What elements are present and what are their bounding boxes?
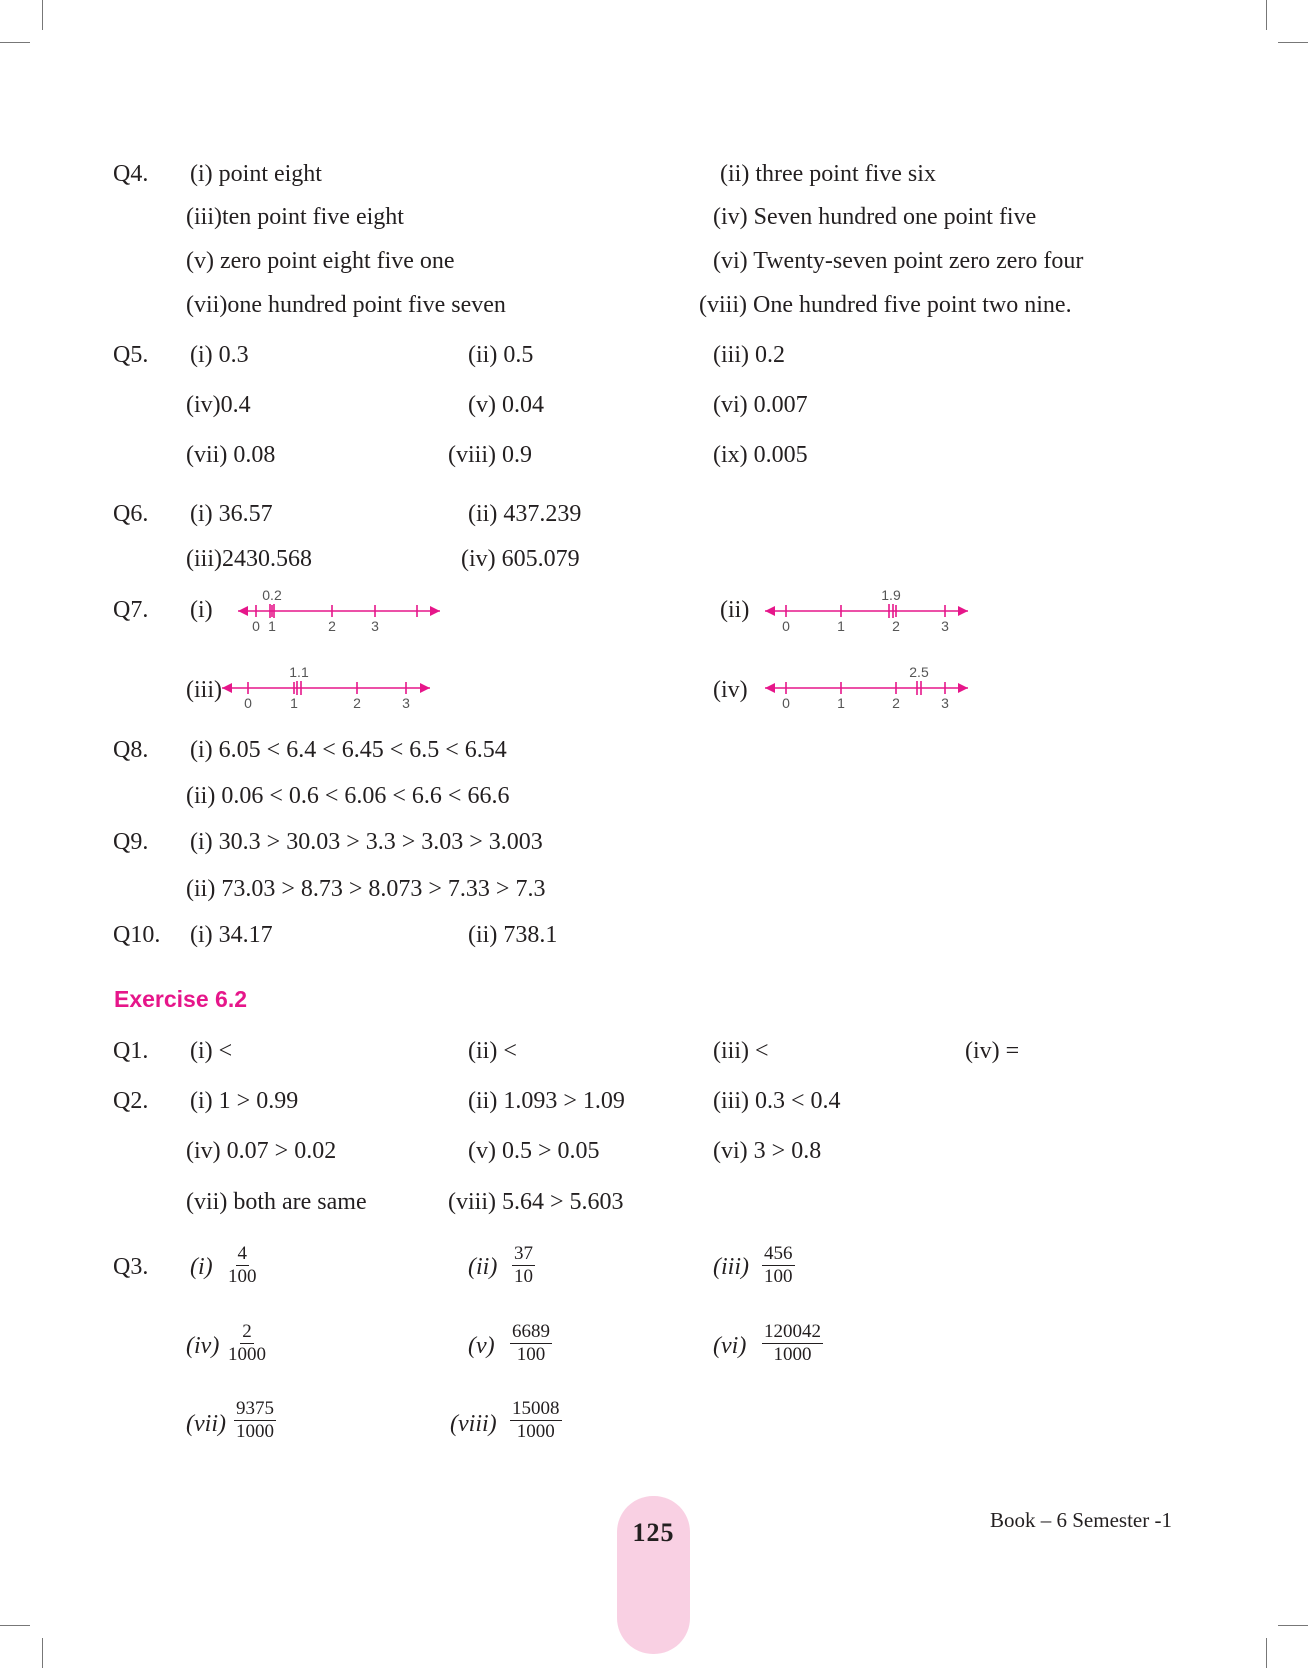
fraction (762, 1243, 795, 1288)
fraction-label: (ii) (468, 1254, 498, 1280)
numerator: 2 (242, 1321, 252, 1342)
question-label: Q10. (113, 922, 161, 948)
answer-item: (iv) 0.07 > 0.02 (186, 1138, 337, 1164)
answer-item: (v) 0.04 (468, 392, 544, 418)
answer-item: (vii) 0.08 (186, 442, 276, 468)
crop-mark (1278, 1625, 1308, 1626)
answer-item: (iii)2430.568 (186, 546, 312, 572)
arrow-right-icon (420, 683, 430, 693)
arrow-left-icon (238, 606, 248, 616)
numerator: 37 (514, 1243, 533, 1264)
answer-item: (i) < (190, 1038, 233, 1064)
denominator: 100 (764, 1266, 793, 1287)
tick-label: 0 (252, 618, 260, 634)
exercise-heading: Exercise 6.2 (114, 986, 248, 1012)
answer-item: (vi) 0.007 (713, 392, 808, 418)
numerator: 120042 (764, 1321, 821, 1342)
tick-label: 3 (402, 695, 410, 711)
question-label: Q7. (113, 597, 149, 623)
answer-item: (ii) 1.093 > 1.09 (468, 1088, 625, 1114)
answer-item: (vi) 3 > 0.8 (713, 1138, 822, 1164)
numerator: 6689 (512, 1321, 550, 1342)
tick-label: 2 (892, 695, 900, 711)
answer-item: (ii) 738.1 (468, 922, 558, 948)
arrow-left-icon (765, 606, 775, 616)
answer-item: (vii) both are same (186, 1189, 367, 1215)
tick-label: 0 (782, 618, 790, 634)
fraction (226, 1243, 259, 1288)
tick-label: 2 (892, 618, 900, 634)
fraction (762, 1321, 823, 1366)
tick-label: 0 (782, 695, 790, 711)
answer-item: (iv) = (965, 1038, 1020, 1064)
question-label: Q4. (113, 161, 149, 187)
numerator: 15008 (512, 1398, 560, 1419)
answer-item: (viii) 5.64 > 5.603 (448, 1189, 624, 1215)
part-label: (iv) (713, 677, 748, 703)
answer-item: (i) 1 > 0.99 (190, 1088, 299, 1114)
fraction-label: (v) (468, 1333, 495, 1359)
denominator: 10 (514, 1266, 533, 1287)
part-label: (i) (190, 597, 213, 623)
tick-label: 1 (290, 695, 298, 711)
fraction-label: (vii) (186, 1411, 226, 1437)
numerator: 9375 (236, 1398, 274, 1419)
tick-label: 1 (837, 695, 845, 711)
answer-item: (iii) < (713, 1038, 769, 1064)
tick-label: 2 (328, 618, 336, 634)
answer-item: (iii)ten point five eight (186, 204, 404, 230)
crop-mark (1266, 0, 1267, 30)
marked-point-label: 0.2 (262, 587, 282, 603)
fraction-label: (i) (190, 1254, 213, 1280)
part-label: (iii) (186, 677, 222, 703)
answer-item: (v) zero point eight five one (186, 248, 455, 274)
denominator: 1000 (228, 1344, 266, 1365)
denominator: 1000 (236, 1421, 274, 1442)
numerator: 4 (237, 1243, 247, 1264)
fraction-label: (iii) (713, 1254, 749, 1280)
answer-item: (i) 30.3 > 30.03 > 3.3 > 3.03 > 3.003 (190, 829, 543, 855)
denominator: 1000 (773, 1344, 812, 1365)
answer-item: (vi) Twenty-seven point zero zero four (713, 248, 1084, 274)
crop-mark (0, 1625, 30, 1626)
tick-label: 1 (837, 618, 845, 634)
tick-label: 2 (353, 695, 361, 711)
answer-item: (i) 0.3 (190, 342, 249, 368)
page-number: 125 (632, 1518, 675, 1547)
answer-item: (viii) One hundred five point two nine. (699, 292, 1072, 318)
crop-mark (1266, 1638, 1267, 1668)
answer-item: (ii) < (468, 1038, 517, 1064)
answer-item: (viii) 0.9 (448, 442, 532, 468)
arrow-left-icon (222, 683, 232, 693)
fraction (512, 1243, 535, 1288)
marked-point-label: 1.9 (881, 587, 901, 603)
answer-item: (ii) 0.06 < 0.6 < 6.06 < 6.6 < 66.6 (186, 783, 510, 809)
crop-mark (0, 42, 30, 43)
arrow-right-icon (430, 606, 440, 616)
answer-item: (iii) 0.3 < 0.4 (713, 1088, 841, 1114)
tick-label: 3 (941, 618, 949, 634)
answer-item: (ii) 73.03 > 8.73 > 8.073 > 7.33 > 7.3 (186, 876, 546, 902)
answer-item: (iii) 0.2 (713, 342, 785, 368)
answer-item: (ii) 437.239 (468, 501, 582, 527)
question-label: Q5. (113, 342, 149, 368)
crop-mark (42, 0, 43, 30)
answer-item: (ix) 0.005 (713, 442, 808, 468)
numerator: 456 (764, 1243, 793, 1264)
answer-item: (iv) Seven hundred one point five (713, 204, 1037, 230)
denominator: 100 (228, 1266, 257, 1287)
question-label: Q8. (113, 737, 149, 763)
fraction (510, 1321, 552, 1366)
fraction (226, 1321, 268, 1366)
question-label: Q6. (113, 501, 149, 527)
arrow-right-icon (958, 683, 968, 693)
tick-label: 3 (371, 618, 379, 634)
tick-label: 1 (268, 618, 276, 634)
answer-item: (i) 36.57 (190, 501, 273, 527)
answer-item: (ii) 0.5 (468, 342, 534, 368)
tick-label: 3 (941, 695, 949, 711)
question-label: Q3. (113, 1254, 149, 1280)
denominator: 100 (516, 1344, 546, 1365)
answer-item: (ii) three point five six (720, 161, 936, 187)
fraction-label: (vi) (713, 1333, 747, 1359)
marked-point-label: 1.1 (289, 664, 309, 680)
answer-item: (i) point eight (190, 161, 322, 187)
answer-item: (vii)one hundred point five seven (186, 292, 506, 318)
question-label: Q1. (113, 1038, 149, 1064)
denominator: 1000 (516, 1421, 555, 1442)
marked-point-label: 2.5 (909, 664, 929, 680)
answer-item: (iv)0.4 (186, 392, 251, 418)
arrow-right-icon (958, 606, 968, 616)
part-label: (ii) (720, 597, 750, 623)
footer-book-label: Book – 6 Semester -1 (990, 1508, 1172, 1532)
tick-label: 0 (244, 695, 252, 711)
fraction-label: (viii) (450, 1411, 497, 1437)
arrow-left-icon (765, 683, 775, 693)
answer-item: (i) 6.05 < 6.4 < 6.45 < 6.5 < 6.54 (190, 737, 507, 763)
answer-item: (iv) 605.079 (461, 546, 580, 572)
answer-item: (v) 0.5 > 0.05 (468, 1138, 600, 1164)
fraction (510, 1398, 562, 1443)
question-label: Q9. (113, 829, 149, 855)
question-label: Q2. (113, 1088, 149, 1114)
fraction-label: (iv) (186, 1333, 220, 1359)
fraction (234, 1398, 276, 1443)
crop-mark (1278, 42, 1308, 43)
answer-item: (i) 34.17 (190, 922, 273, 948)
crop-mark (42, 1638, 43, 1668)
